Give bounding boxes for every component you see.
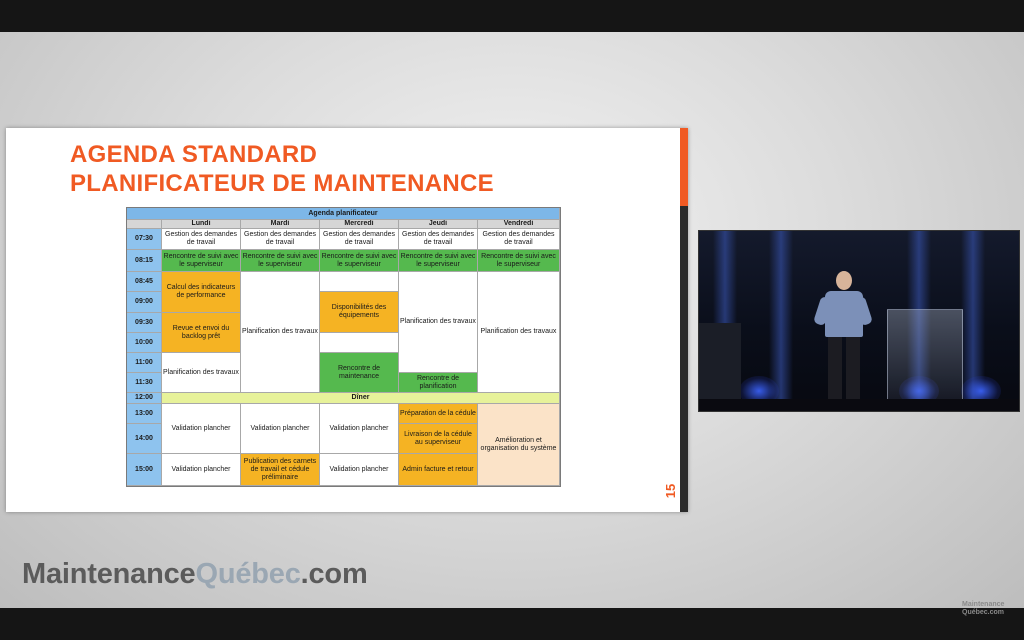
watermark-line1: Maintenance — [962, 601, 1005, 608]
day-header: Mercredi — [320, 220, 399, 229]
slide-title-line1: AGENDA STANDARD — [70, 141, 318, 168]
agenda-cell: Préparation de la cédule — [399, 404, 478, 424]
logo-text-part2: Québec — [195, 558, 301, 590]
watermark-line2: Québec.com — [962, 609, 1005, 616]
agenda-cell: Publication des carnets de travail et cédule préliminaire — [241, 454, 320, 486]
agenda-cell: Planification des travaux — [162, 353, 241, 393]
day-header: Mardi — [241, 220, 320, 229]
presentation-slide — [6, 128, 688, 512]
stage-podium — [699, 323, 741, 401]
agenda-cell: Rencontre de suivi avec le superviseur — [399, 250, 478, 272]
video-top-letterbox — [0, 0, 1024, 32]
time-label: 08:45 — [127, 272, 162, 292]
agenda-title: Agenda planificateur — [127, 208, 560, 220]
agenda-cell: Validation plancher — [320, 404, 399, 454]
day-header: Vendredi — [478, 220, 560, 229]
agenda-cell: Planification des travaux — [478, 272, 560, 393]
time-label: 14:00 — [127, 424, 162, 454]
time-label: 07:30 — [127, 229, 162, 250]
video-bottom-letterbox — [0, 608, 1024, 640]
agenda-cell: Gestion des demandes de travail — [241, 229, 320, 250]
time-label: 12:00 — [127, 393, 162, 404]
agenda-corner — [127, 220, 162, 229]
slide-accent-bar — [680, 128, 688, 206]
agenda-cell — [320, 333, 399, 353]
time-label: 11:00 — [127, 353, 162, 373]
slide-page-number: 15 — [663, 483, 678, 499]
slide-title-line2: PLANIFICATEUR DE MAINTENANCE — [70, 170, 494, 197]
corner-watermark — [962, 601, 1004, 617]
agenda-cell: Disponibilités des équipements — [320, 292, 399, 333]
time-label: 15:00 — [127, 454, 162, 486]
agenda-cell: Rencontre de planification — [399, 373, 478, 393]
agenda-cell: Gestion des demandes de travail — [478, 229, 560, 250]
slide-title — [70, 140, 494, 198]
agenda-cell: Planification des travaux — [241, 272, 320, 393]
agenda-table — [126, 207, 561, 487]
speaker-figure — [819, 271, 871, 401]
day-header: Jeudi — [399, 220, 478, 229]
slide-side-bar — [680, 206, 688, 512]
agenda-cell: Rencontre de maintenance — [320, 353, 399, 393]
glass-lectern — [887, 309, 963, 401]
agenda-cell: Rencontre de suivi avec le superviseur — [162, 250, 241, 272]
time-label: 10:00 — [127, 333, 162, 353]
time-label: 13:00 — [127, 404, 162, 424]
agenda-cell: Revue et envoi du backlog prêt — [162, 313, 241, 353]
time-label: 09:30 — [127, 313, 162, 333]
agenda-cell: Validation plancher — [320, 454, 399, 486]
stage-floor — [699, 399, 1019, 411]
agenda-cell: Validation plancher — [162, 454, 241, 486]
agenda-cell: Planification des travaux — [399, 272, 478, 373]
agenda-cell: Rencontre de suivi avec le superviseur — [320, 250, 399, 272]
agenda-cell: Rencontre de suivi avec le superviseur — [241, 250, 320, 272]
speaker-video-panel — [698, 230, 1020, 412]
agenda-cell: Validation plancher — [162, 404, 241, 454]
logo-text-part3: .com — [300, 558, 368, 590]
agenda-cell: Amélioration et organisation du système — [478, 404, 560, 486]
agenda-cell: Admin facture et retour — [399, 454, 478, 486]
maintenance-quebec-logo — [22, 558, 368, 591]
time-label: 08:15 — [127, 250, 162, 272]
time-label: 11:30 — [127, 373, 162, 393]
agenda-cell — [320, 272, 399, 292]
agenda-cell: Calcul des indicateurs de performance — [162, 272, 241, 313]
agenda-cell: Gestion des demandes de travail — [162, 229, 241, 250]
day-header: Lundi — [162, 220, 241, 229]
time-label: 09:00 — [127, 292, 162, 313]
logo-text-part1: Maintenance — [22, 558, 196, 590]
agenda-cell: Rencontre de suivi avec le superviseur — [478, 250, 560, 272]
agenda-cell: Validation plancher — [241, 404, 320, 454]
agenda-cell: Gestion des demandes de travail — [320, 229, 399, 250]
agenda-cell: Gestion des demandes de travail — [399, 229, 478, 250]
agenda-cell: Livraison de la cédule au superviseur — [399, 424, 478, 454]
lunch-row: Dîner — [162, 393, 560, 404]
